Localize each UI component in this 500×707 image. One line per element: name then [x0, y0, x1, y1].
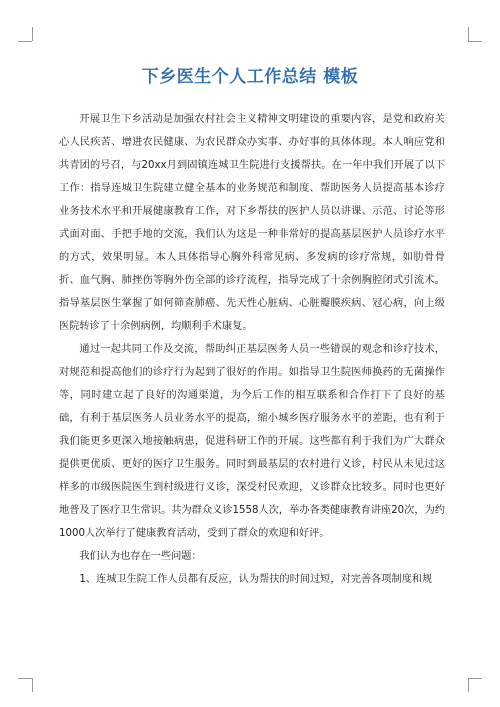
crop-mark: [32, 27, 33, 41]
crop-mark: [32, 678, 33, 692]
crop-mark: [18, 678, 32, 679]
crop-mark: [468, 27, 469, 41]
body-paragraph: 通过一起共同工作及交流，帮助纠正基层医务人员一些错误的观念和诊疗技术，对规范和提高他们的诊疗行为起到了很好的作用。如指导卫生院医师换药的无菌操作等，同时建立起了良好的沟通渠道，为今后工作的相互联系和合作打下了良好的基础，有利于基层医务人员业务水平的提高，缩小城乡医疗服务水平的差距，也有利于我们能更多更深入地接触病患，促进科研工作的开展。这些都有利于我们为广大群众提供更优质、更好的医疗卫生服务。同时到最基层的农村进行义诊，村民从未见过这样多的市级医院医生到村级进行义诊，深受村民欢迎，义诊群众比较多。同时也更好地普及了医疗卫生常识。共为群众义诊1558人次，举办各类健康教育讲座20次，为约1000人次举行了健康教育活动，受到了群众的欢迎和好评。: [59, 344, 445, 539]
body-paragraph: 开展卫生下乡活动是加强农村社会主义精神文明建设的重要内容，是党和政府关心人民疾苦、增进农民健康、为农民群众办实事、办好事的具体体现。本人响应党和共青团的号召，与20xx月到固镇连城卫生院进行支援帮扶。在一年中我们开展了以下工作：指导连城卫生院建立健全基本的业务规范和制度、帮助医务人员提高基本诊疗业务技术水平和开展健康教育工作，对下乡帮扶的医护人员以讲课、示范、讨论等形式面对面、手把手地的交流，我们认为这是一种非常好的提高基层医护人员诊疗水平的方式，效果明显。本人具体指导心胸外科常见病、多发病的诊疗常规，如肋骨骨折、血气胸、肺挫伤等胸外伤全部的诊疗流程，指导完成了十余例胸腔闭式引流术。指导基层医生掌握了如何筛查肺癌、先天性心脏病、心脏瓣膜疾病、冠心病，向上级医院转诊了十余例病例，均顺利手术康复。: [59, 114, 445, 332]
document-title: 下乡医生个人工作总结 模板: [141, 67, 359, 87]
document-body: [59, 108, 445, 591]
crop-mark: [18, 41, 32, 42]
crop-mark: [468, 678, 482, 679]
crop-mark: [468, 41, 482, 42]
body-paragraph: 我们认为也存在一些问题：: [79, 551, 202, 562]
body-paragraph: 1、连城卫生院工作人员都有反应，认为帮扶的时间过短，对完善各项制度和规: [79, 574, 433, 585]
crop-mark: [468, 678, 469, 692]
